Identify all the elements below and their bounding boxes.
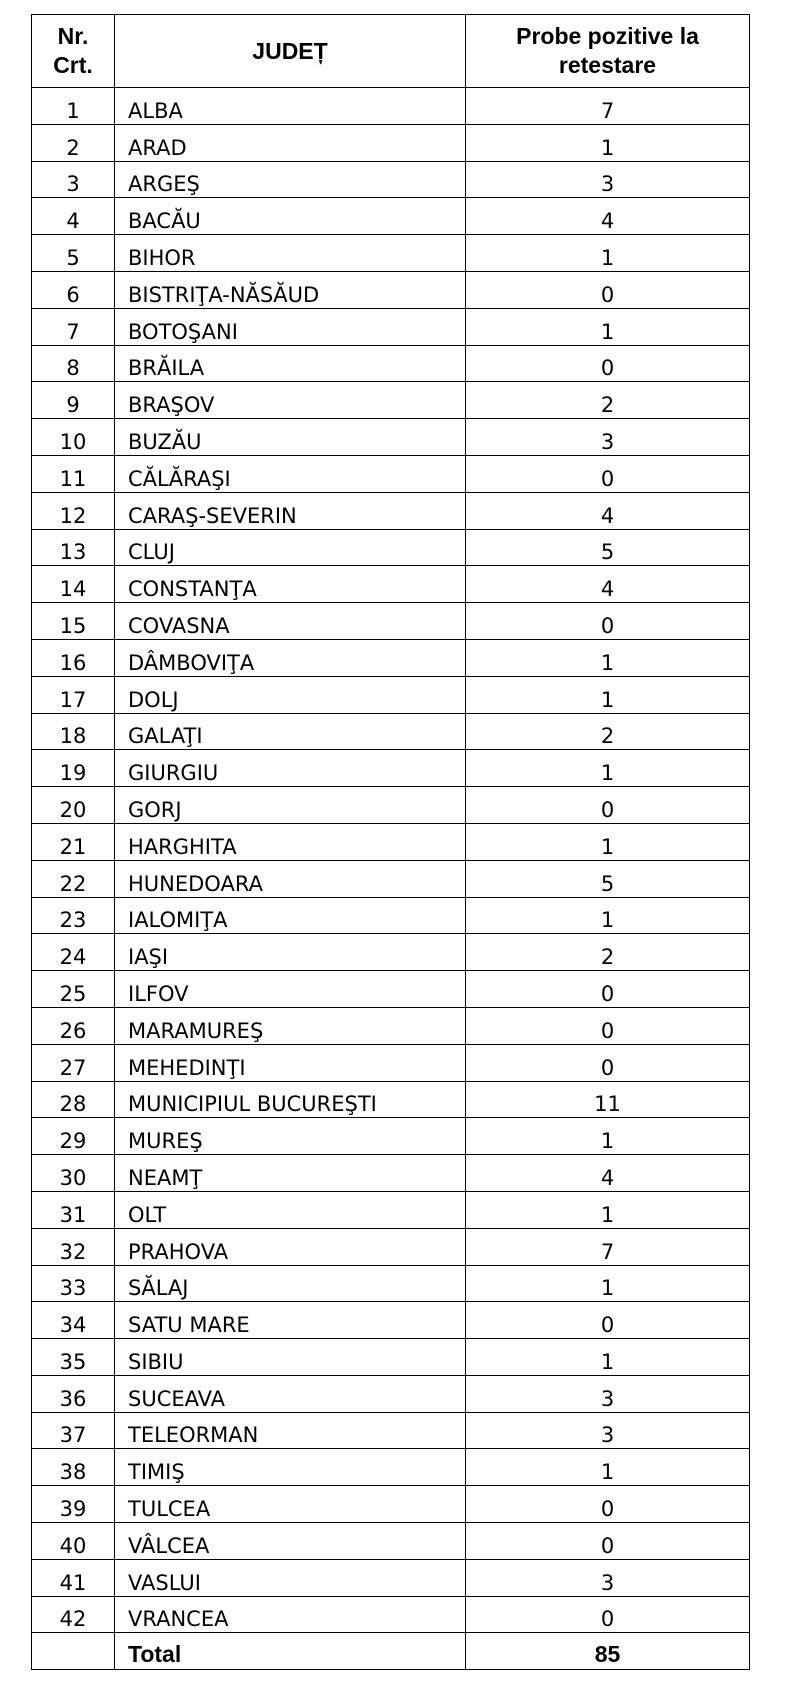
total-row	[32, 1633, 750, 1670]
row-number: 13	[32, 529, 115, 566]
table-row	[32, 787, 750, 824]
table-row	[32, 529, 750, 566]
positive-count: 0	[466, 1007, 750, 1044]
positive-count: 3	[466, 419, 750, 456]
positive-count: 3	[466, 1412, 750, 1449]
table-row	[32, 1228, 750, 1265]
row-number: 37	[32, 1412, 115, 1449]
table-row	[32, 1412, 750, 1449]
positive-count: 5	[466, 860, 750, 897]
positive-count: 0	[466, 787, 750, 824]
row-number: 2	[32, 124, 115, 161]
row-number: 38	[32, 1449, 115, 1486]
row-number: 12	[32, 492, 115, 529]
positive-count: 0	[466, 1523, 750, 1560]
positive-count: 1	[466, 823, 750, 860]
positive-count: 0	[466, 455, 750, 492]
row-number: 6	[32, 271, 115, 308]
row-number: 20	[32, 787, 115, 824]
table-row	[32, 1081, 750, 1118]
positive-count: 1	[466, 897, 750, 934]
positive-count: 4	[466, 566, 750, 603]
table-row	[32, 1044, 750, 1081]
county-name: GORJ	[115, 787, 466, 824]
positive-count: 1	[466, 1265, 750, 1302]
positive-count: 1	[466, 124, 750, 161]
county-name: TULCEA	[115, 1486, 466, 1523]
positive-count: 4	[466, 492, 750, 529]
positive-count: 7	[466, 1228, 750, 1265]
county-name: PRAHOVA	[115, 1228, 466, 1265]
row-number: 26	[32, 1007, 115, 1044]
table-row	[32, 750, 750, 787]
positive-count: 1	[466, 1191, 750, 1228]
positive-count: 3	[466, 161, 750, 198]
county-name: BIHOR	[115, 235, 466, 272]
county-name: MARAMUREŞ	[115, 1007, 466, 1044]
county-name: BISTRIŢA-NĂSĂUD	[115, 271, 466, 308]
table-row	[32, 235, 750, 272]
row-number: 4	[32, 198, 115, 235]
positive-count: 0	[466, 1486, 750, 1523]
table-row	[32, 1523, 750, 1560]
county-name: VRANCEA	[115, 1596, 466, 1633]
positive-count: 1	[466, 639, 750, 676]
positive-count: 2	[466, 934, 750, 971]
table-row	[32, 713, 750, 750]
header-county-label: JUDEȚ	[252, 37, 328, 64]
table-row	[32, 1118, 750, 1155]
county-name: ARAD	[115, 124, 466, 161]
county-name: ILFOV	[115, 971, 466, 1008]
row-number: 23	[32, 897, 115, 934]
row-number: 36	[32, 1375, 115, 1412]
table-row	[32, 88, 750, 125]
table-row	[32, 382, 750, 419]
row-number: 1	[32, 88, 115, 125]
header-positives	[466, 15, 750, 88]
header-nr-line1: Nr.	[57, 23, 89, 49]
positive-count: 1	[466, 1118, 750, 1155]
county-name: CĂLĂRAŞI	[115, 455, 466, 492]
row-number: 39	[32, 1486, 115, 1523]
county-name: NEAMŢ	[115, 1155, 466, 1192]
county-name: TELEORMAN	[115, 1412, 466, 1449]
total-label: Total	[115, 1633, 466, 1670]
table-row	[32, 161, 750, 198]
row-number: 40	[32, 1523, 115, 1560]
county-name: SUCEAVA	[115, 1375, 466, 1412]
county-name: COVASNA	[115, 603, 466, 640]
table-row	[32, 419, 750, 456]
header-positives-line1: Probe pozitive la	[516, 23, 699, 49]
positive-count: 0	[466, 603, 750, 640]
row-number: 28	[32, 1081, 115, 1118]
county-name: DOLJ	[115, 676, 466, 713]
row-number: 14	[32, 566, 115, 603]
row-number: 19	[32, 750, 115, 787]
table-row	[32, 455, 750, 492]
row-number: 42	[32, 1596, 115, 1633]
positive-count: 0	[466, 1596, 750, 1633]
row-number: 18	[32, 713, 115, 750]
positive-count: 1	[466, 235, 750, 272]
table-row	[32, 566, 750, 603]
table-row	[32, 1191, 750, 1228]
row-number: 25	[32, 971, 115, 1008]
table-row	[32, 1559, 750, 1596]
county-name: OLT	[115, 1191, 466, 1228]
county-name: GIURGIU	[115, 750, 466, 787]
row-number: 10	[32, 419, 115, 456]
table-row	[32, 271, 750, 308]
table-row	[32, 1265, 750, 1302]
total-nr-cell	[32, 1633, 115, 1670]
table-row	[32, 639, 750, 676]
county-name: CONSTANŢA	[115, 566, 466, 603]
table-row	[32, 897, 750, 934]
header-row	[32, 15, 750, 88]
positive-count: 0	[466, 1044, 750, 1081]
row-number: 35	[32, 1339, 115, 1376]
table-body	[32, 88, 750, 1670]
row-number: 31	[32, 1191, 115, 1228]
table-row	[32, 1449, 750, 1486]
positive-retest-table	[31, 14, 750, 1670]
row-number: 22	[32, 860, 115, 897]
total-value: 85	[466, 1633, 750, 1670]
positive-count: 11	[466, 1081, 750, 1118]
table-row	[32, 124, 750, 161]
county-name: VÂLCEA	[115, 1523, 466, 1560]
county-name: TIMIŞ	[115, 1449, 466, 1486]
positive-count: 0	[466, 971, 750, 1008]
positive-count: 4	[466, 198, 750, 235]
positive-count: 0	[466, 271, 750, 308]
positive-count: 1	[466, 308, 750, 345]
table-row	[32, 198, 750, 235]
row-number: 29	[32, 1118, 115, 1155]
table-row	[32, 603, 750, 640]
row-number: 27	[32, 1044, 115, 1081]
county-name: MUNICIPIUL BUCUREŞTI	[115, 1081, 466, 1118]
row-number: 41	[32, 1559, 115, 1596]
table-row	[32, 308, 750, 345]
county-name: BACĂU	[115, 198, 466, 235]
row-number: 24	[32, 934, 115, 971]
row-number: 30	[32, 1155, 115, 1192]
positive-count: 2	[466, 713, 750, 750]
table-row	[32, 1596, 750, 1633]
county-name: SIBIU	[115, 1339, 466, 1376]
county-name: ALBA	[115, 88, 466, 125]
row-number: 32	[32, 1228, 115, 1265]
positive-count: 4	[466, 1155, 750, 1192]
header-positives-line2: retestare	[558, 52, 657, 78]
row-number: 21	[32, 823, 115, 860]
positive-count: 0	[466, 345, 750, 382]
county-name: BOTOŞANI	[115, 308, 466, 345]
county-name: BRĂILA	[115, 345, 466, 382]
county-name: MUREŞ	[115, 1118, 466, 1155]
positive-count: 1	[466, 676, 750, 713]
positive-count: 1	[466, 1339, 750, 1376]
county-name: DÂMBOVIŢA	[115, 639, 466, 676]
county-name: MEHEDINŢI	[115, 1044, 466, 1081]
row-number: 5	[32, 235, 115, 272]
table-row	[32, 823, 750, 860]
table-row	[32, 1375, 750, 1412]
header-nr-crt	[32, 15, 115, 88]
county-name: IAŞI	[115, 934, 466, 971]
county-name: VASLUI	[115, 1559, 466, 1596]
table-row	[32, 1155, 750, 1192]
row-number: 16	[32, 639, 115, 676]
table-row	[32, 934, 750, 971]
row-number: 8	[32, 345, 115, 382]
header-county	[115, 15, 466, 88]
table-row	[32, 492, 750, 529]
positive-count: 0	[466, 1302, 750, 1339]
positive-count: 7	[466, 88, 750, 125]
table-row	[32, 1302, 750, 1339]
county-name: BRAŞOV	[115, 382, 466, 419]
table-row	[32, 1007, 750, 1044]
row-number: 17	[32, 676, 115, 713]
county-name: CARAŞ-SEVERIN	[115, 492, 466, 529]
positive-count: 5	[466, 529, 750, 566]
row-number: 33	[32, 1265, 115, 1302]
table-row	[32, 1339, 750, 1376]
table-row	[32, 345, 750, 382]
county-name: HUNEDOARA	[115, 860, 466, 897]
positive-count: 1	[466, 1449, 750, 1486]
header-nr-line2: Crt.	[53, 52, 93, 78]
row-number: 11	[32, 455, 115, 492]
row-number: 15	[32, 603, 115, 640]
positive-count: 3	[466, 1559, 750, 1596]
county-name: SATU MARE	[115, 1302, 466, 1339]
table-row	[32, 1486, 750, 1523]
county-name: BUZĂU	[115, 419, 466, 456]
row-number: 9	[32, 382, 115, 419]
county-name: ARGEŞ	[115, 161, 466, 198]
row-number: 3	[32, 161, 115, 198]
county-name: CLUJ	[115, 529, 466, 566]
positive-count: 1	[466, 750, 750, 787]
table-header	[32, 15, 750, 88]
county-name: GALAŢI	[115, 713, 466, 750]
row-number: 34	[32, 1302, 115, 1339]
table-row	[32, 860, 750, 897]
table-row	[32, 676, 750, 713]
county-name: SĂLAJ	[115, 1265, 466, 1302]
county-name: HARGHITA	[115, 823, 466, 860]
table-row	[32, 971, 750, 1008]
positive-count: 3	[466, 1375, 750, 1412]
positive-count: 2	[466, 382, 750, 419]
row-number: 7	[32, 308, 115, 345]
county-name: IALOMIŢA	[115, 897, 466, 934]
